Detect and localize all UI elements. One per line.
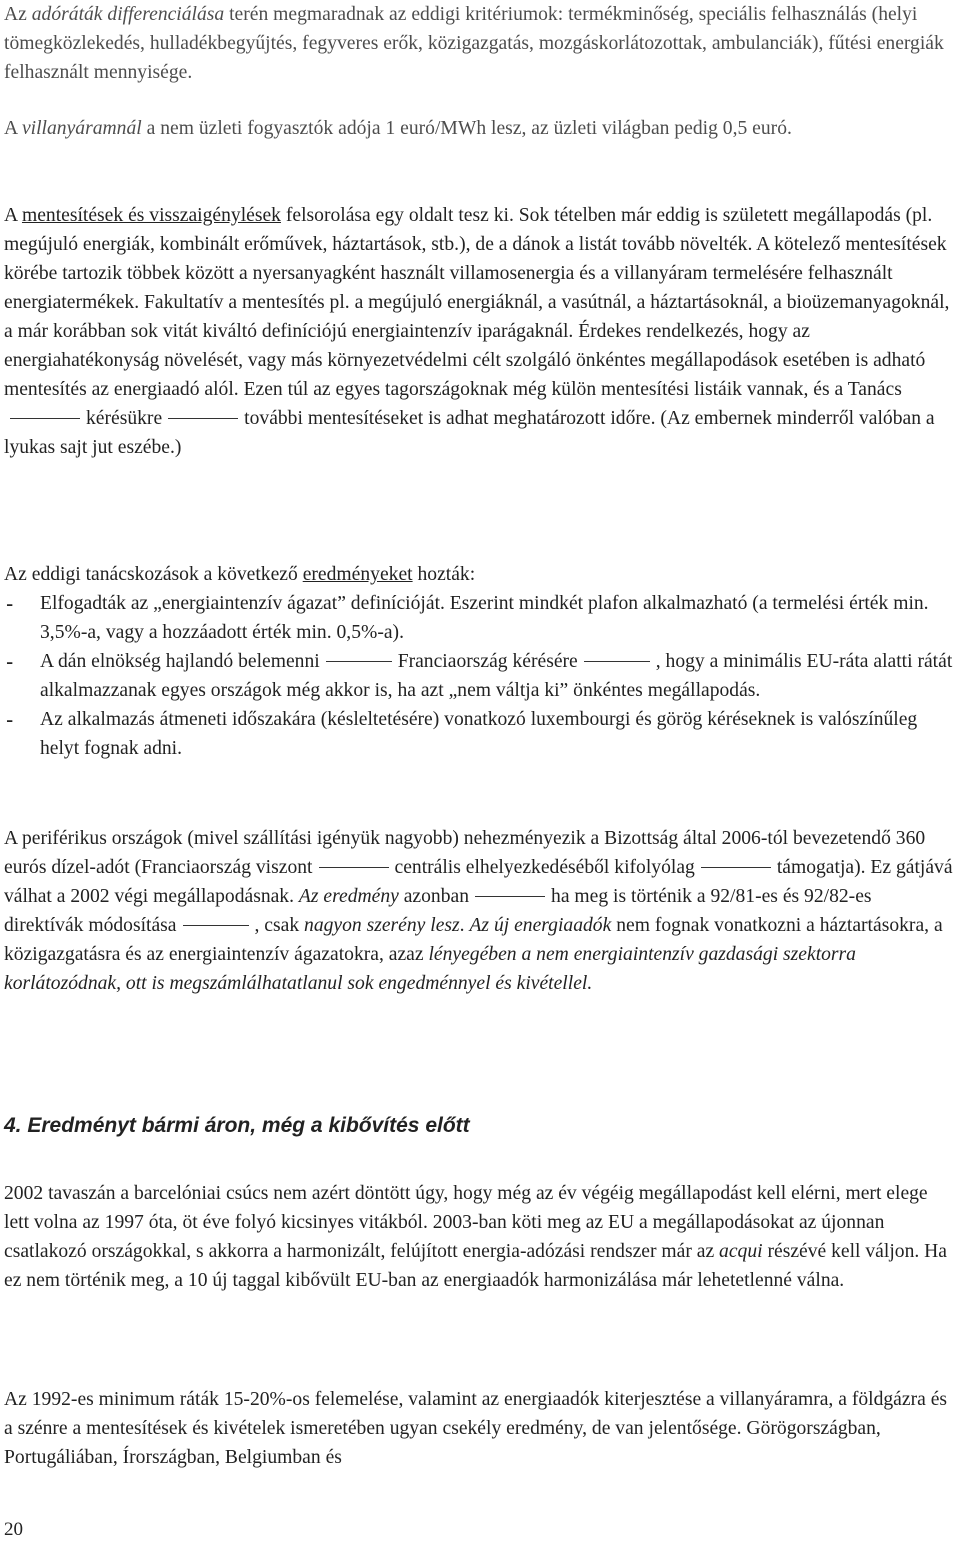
em-dash [584,661,650,662]
em-dash [701,867,771,868]
emphasis: lényegében a nem energiaintenzív gazdasági szektorra korlátozódnak, ott is megszámlálhatatlanul sok engedménnyel és kivétellel. [4,944,856,994]
em-dash [326,661,392,662]
results-list [4,589,954,763]
page-number: 20 [4,1519,23,1540]
emphasis: villanyáramnál [21,118,142,139]
list-item: - A dán elnökség hajlandó belemenni Franciaország kérésére , hogy a minimális EU-ráta alatti rátát alkalmazzanak egyes országok még akkor is, ha azt „nem váltja ki” önkéntes megállapodás. [4,647,954,705]
paragraph-tax-differentiation: Az adóráták differenciálása terén megmaradnak az eddigi kritériumok: termékminőség, speciális felhasználás (helyi tömegközlekedés, hulladékbegyűjtés, fegyveres erők, közigazgatás, mozgáskorlátozottak, ambulanciák), fűtési energiák felhasznált mennyisége. [4,4,944,83]
em-dash [475,896,545,897]
emphasis: acqui [719,1241,763,1262]
paragraph-results-intro: Az eddigi tanácskozások a következő eredményeket hozták: [4,564,476,585]
list-item: - Az alkalmazás átmeneti időszakára (késleltetésére) vonatkozó luxembourgi és görög kéréseknek is valószínűleg helyt fognak adni. [4,705,954,763]
emphasis: Az új energiaadók [469,915,612,936]
section-heading: 4. Eredményt bármi áron, még a kibővítés előtt [4,1114,470,1137]
paragraph-peripheral-countries: A periférikus országok (mivel szállítási igényük nagyobb) nehezményezik a Bizottság által 2006-tól bevezetendő 360 eurós dízel-adót (Franciaország viszont centrális elhelyezkedéséből kifolyólag támogatja). Ez gátjává válhat a 2002 végi megállapodásnak. Az eredmény azonban ha meg is történik a 92/81-es és 92/82-es direktívák módosítása , csak nagyon szerény lesz. Az új energiaadók nem fognak vonatkozni a háztartásokra, a közigazgatásra és az energiaintenzív ágazatokra, azaz lényegében a nem energiaintenzív gazdasági szektorra korlátozódnak, ott is megszámlálhatatlanul sok engedménnyel és kivétellel. [4,828,953,994]
underlined-term: eredményeket [302,564,413,585]
paragraph-electricity: A villanyáramnál a nem üzleti fogyasztók adója 1 euró/MWh lesz, az üzleti világban pedig 0,5 euró. [4,118,792,139]
paragraph-exemptions: A mentesítések és visszaigénylések felsorolása egy oldalt tesz ki. Sok tételben már eddig is született megállapodás (pl. megújuló energiák, kombinált erőművek, háztartások, stb.), de a dánok a listát tovább növelték. A kötelező mentesítések körébe tartozik többek között a nyersanyagként használt villamosenergia és a villanyáram termelésére felhasznált energiatermékek. Fakultatív a mentesítés pl. a megújuló energiáknál, a vasútnál, a háztartásoknál, a bioüzemanyagoknál, a már korábban sok vitát kiváltó definíciójú energiaintenzív iparágaknál. Érdekes rendelkezés, hogy az energiahatékonyság növelését, vagy más környezetvédelmi célt szolgáló önkéntes megállapodások esetében is adható mentesítés az energiaadó alól. Ezen túl az egyes tagországoknak még külön mentesítési listáik vannak, és a Tanácskérésükre további mentesítéseket is adhat meghatározott időre. (Az embernek minderről valóban a lyukas sajt jut eszébe.) [4,205,950,458]
em-dash [183,925,249,926]
underlined-term: mentesítések és visszaigénylések [21,205,281,226]
emphasis: adóráták differenciálása [31,4,225,25]
em-dash [10,418,80,419]
paragraph-minimum-rates: Az 1992-es minimum ráták 15-20%-os felemelése, valamint az energiaadók kiterjesztése a villanyáramra, a földgázra és a szénre a mentesítések és kivételek ismeretében ugyan csekély eredmény, de van jelentősége. Görögországban, Portugáliában, Írországban, Belgiumban és [4,1389,948,1468]
emphasis: nagyon szerény lesz [304,915,460,936]
list-item: - Elfogadták az „energiaintenzív ágazat” definícióját. Eszerint mindkét plafon alkalmazható (a termelési érték min. 3,5%-a, vagy a hozzáadott érték min. 0,5%-a). [4,589,954,647]
paragraph-barcelona-summit: 2002 tavaszán a barcelóniai csúcs nem azért döntött úgy, hogy még az év végéig megállapodást kell elérni, mert elege lett volna az 1997 óta, öt éve folyó kicsinyes vitákból. 2003-ban köti meg az EU a megállapodásokat az újonnan csatlakozó országokkal, s akkorra a harmonizált, felújított energia-adózási rendszer már az acqui részévé kell váljon. Ha ez nem történik meg, a 10 új taggal kibővült EU-ban az energiaadók harmonizálása már lehetetlenné válna. [4,1183,948,1291]
em-dash [319,867,389,868]
em-dash [168,418,238,419]
emphasis: Az eredmény [298,886,399,907]
